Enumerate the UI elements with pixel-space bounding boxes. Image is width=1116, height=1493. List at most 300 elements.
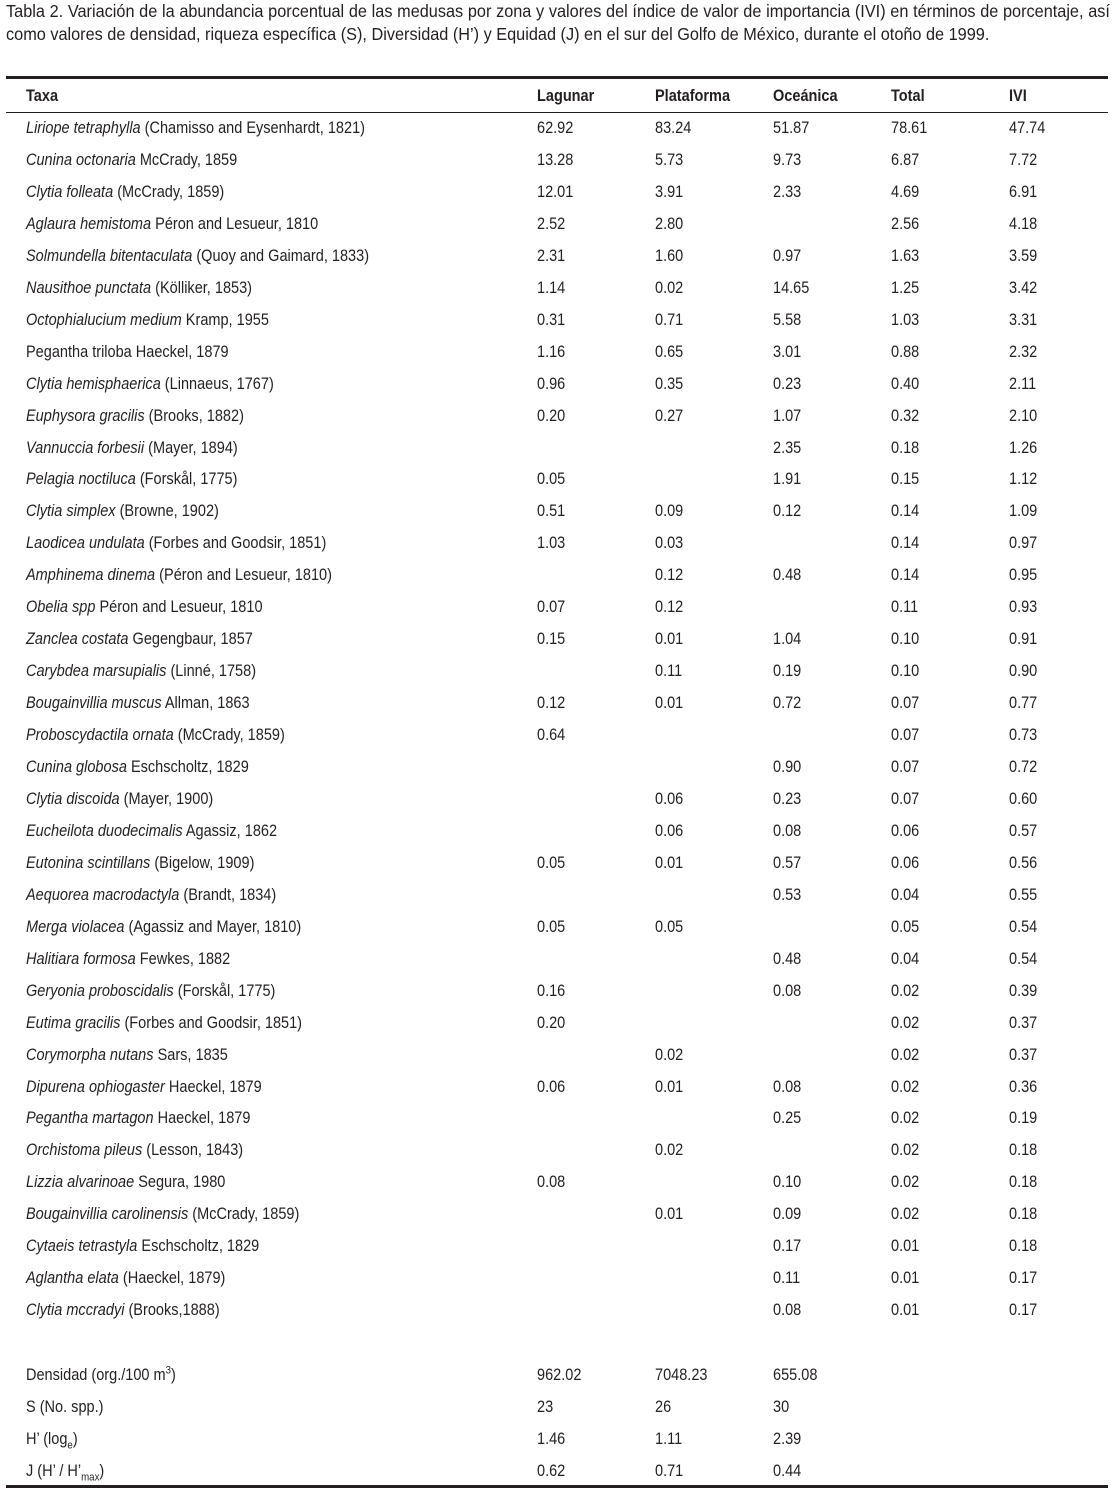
oceanica-value: 0.11: [773, 1269, 801, 1288]
oceanica-value: 0.09: [773, 1205, 802, 1224]
species-name: Cunina octonaria: [26, 150, 136, 169]
table-row: [0, 467, 1116, 491]
table-row: [0, 531, 1116, 555]
total-value: 0.02: [891, 1013, 920, 1032]
species-name: Aglantha elata: [26, 1269, 119, 1288]
plataforma-value: 0.27: [655, 406, 684, 425]
table-header-row: [0, 84, 1116, 108]
oceanica-value: 2.33: [773, 182, 802, 201]
total-value: 0.06: [891, 853, 920, 872]
oceanica-value: 14.65: [773, 278, 810, 297]
species-name: Laodicea undulata: [26, 534, 145, 553]
taxa-cell: [26, 436, 238, 460]
ivi-value: 0.39: [1009, 981, 1038, 1000]
species-name: Cunina globosa: [26, 758, 127, 776]
species-authority: (McCrady, 1859): [173, 726, 285, 745]
lagunar-value: 0.51: [537, 502, 566, 521]
table-top-rule: [6, 76, 1108, 79]
taxa-cell: [26, 723, 285, 747]
total-value: 0.07: [891, 694, 920, 713]
taxa-cell: [26, 691, 250, 715]
species-name: Bougainvillia carolinensis: [26, 1205, 189, 1224]
table-header-rule: [6, 112, 1108, 113]
species-authority: (Chamisso and Eysenhardt, 1821): [140, 119, 365, 137]
oceanica-value: 0.19: [773, 662, 802, 681]
total-value: 0.07: [891, 726, 920, 745]
species-authority: Péron and Lesueur, 1810: [151, 214, 319, 233]
taxa-cell: [26, 212, 318, 236]
summary-oceanica: 30: [773, 1398, 790, 1416]
total-value: 0.14: [891, 534, 920, 553]
species-authority: (Linné, 1758): [166, 662, 257, 681]
taxa-cell: [26, 1202, 299, 1226]
table-row: [0, 116, 1116, 140]
taxa-cell: [26, 627, 253, 651]
taxa-cell: [26, 148, 237, 172]
ivi-value: 0.17: [1009, 1269, 1038, 1288]
lagunar-value: 0.16: [537, 981, 566, 1000]
species-authority: (McCrady, 1859): [188, 1205, 300, 1224]
lagunar-value: 62.92: [537, 119, 574, 137]
species-authority: (Haeckel, 1879): [118, 1269, 226, 1288]
ivi-value: 0.55: [1009, 885, 1038, 904]
species-authority: (Quoy and Gaimard, 1833): [192, 246, 370, 265]
summary-lagunar: 962.02: [537, 1366, 582, 1384]
ivi-value: 0.57: [1009, 821, 1038, 840]
table-row: [0, 947, 1116, 971]
species-name: Clytia mccradyi: [26, 1301, 125, 1320]
table-row: [0, 1298, 1116, 1322]
species-authority: Haeckel, 1879: [164, 1077, 262, 1096]
oceanica-value: 0.72: [773, 694, 802, 713]
summary-label: S (No. spp.): [26, 1398, 104, 1416]
species-authority: Allman, 1863: [161, 694, 250, 713]
total-value: 0.40: [891, 374, 920, 393]
summary-plataforma: 0.71: [655, 1462, 684, 1480]
table-row: [0, 755, 1116, 779]
plataforma-value: 0.02: [655, 278, 684, 297]
header-lagunar: Lagunar: [537, 87, 595, 105]
table-row: [0, 372, 1116, 396]
ivi-value: 0.54: [1009, 949, 1038, 968]
oceanica-value: 0.08: [773, 1301, 802, 1320]
total-value: 0.06: [891, 821, 920, 840]
species-name: Clytia discoida: [26, 789, 120, 808]
oceanica-value: 0.23: [773, 789, 802, 808]
taxa-cell: [26, 755, 249, 779]
ivi-value: 6.91: [1009, 182, 1038, 201]
species-name: Nausithoe punctata: [26, 278, 152, 297]
ivi-value: 1.12: [1009, 470, 1038, 489]
table-row: [0, 244, 1116, 268]
taxa-cell: [26, 244, 369, 268]
ivi-value: 1.09: [1009, 502, 1038, 521]
plataforma-value: 0.06: [655, 821, 684, 840]
oceanica-value: 1.91: [773, 470, 802, 489]
species-authority: (Forbes and Goodsir, 1851): [144, 534, 327, 553]
table-caption: Tabla 2. Variación de la abundancia porcentual de las medusas por zona y valores del índice de valor de importancia (IVI) en términos de porcentaje, así como valores de densidad, riqueza específica (S), Diversidad (H’) y Equidad (J) en el sur del Golfo de México, durante el otoño de 1999.: [6, 1, 1110, 44]
species-authority: (Agassiz and Mayer, 1810): [124, 917, 302, 936]
species-name: Geryonia proboscidalis: [26, 981, 174, 1000]
species-authority: Fewkes, 1882: [135, 949, 231, 968]
ivi-value: 0.18: [1009, 1141, 1038, 1160]
oceanica-value: 0.08: [773, 981, 802, 1000]
taxa-cell: [26, 340, 229, 364]
ivi-value: 0.97: [1009, 534, 1038, 553]
taxa-cell: [26, 116, 365, 140]
table-row: [0, 1075, 1116, 1099]
oceanica-value: 0.25: [773, 1109, 802, 1128]
species-authority: Sars, 1835: [153, 1045, 228, 1064]
species-name: Clytia folleata: [26, 182, 114, 201]
ivi-value: 0.90: [1009, 662, 1038, 681]
table-row: [0, 1202, 1116, 1226]
plataforma-value: 0.01: [655, 630, 684, 649]
ivi-value: 0.77: [1009, 694, 1038, 713]
header-ivi: IVI: [1009, 87, 1027, 105]
species-authority: (Brandt, 1834): [179, 885, 277, 904]
lagunar-value: 0.15: [537, 630, 566, 649]
lagunar-value: 0.96: [537, 374, 566, 393]
lagunar-value: 0.64: [537, 726, 566, 745]
species-name: Eucheilota duodecimalis: [26, 821, 183, 840]
ivi-value: 3.59: [1009, 246, 1038, 265]
total-value: 2.56: [891, 214, 920, 233]
species-name: Corymorpha nutans: [26, 1045, 154, 1064]
taxa-cell: [26, 915, 301, 939]
species-name: Cytaeis tetrastyla: [26, 1237, 138, 1256]
plataforma-value: 5.73: [655, 150, 684, 169]
ivi-value: 0.72: [1009, 758, 1038, 776]
species-authority: (McCrady, 1859): [113, 182, 225, 201]
ivi-value: 0.19: [1009, 1109, 1038, 1128]
header-total: Total: [891, 87, 925, 105]
total-value: 0.01: [891, 1269, 920, 1288]
table-row: [0, 1106, 1116, 1130]
ivi-value: 0.18: [1009, 1173, 1038, 1192]
lagunar-value: 0.12: [537, 694, 566, 713]
table-row: [0, 595, 1116, 619]
lagunar-value: 13.28: [537, 150, 574, 169]
ivi-value: 4.18: [1009, 214, 1038, 233]
ivi-value: 1.26: [1009, 438, 1038, 457]
table-row: [0, 1043, 1116, 1067]
ivi-value: 0.91: [1009, 630, 1038, 649]
ivi-value: 0.54: [1009, 917, 1038, 936]
total-value: 0.04: [891, 885, 920, 904]
total-value: 0.07: [891, 758, 920, 776]
taxa-cell: [26, 947, 230, 971]
species-authority: Eschscholtz, 1829: [126, 758, 249, 776]
species-authority: (Browne, 1902): [115, 502, 219, 521]
oceanica-value: 9.73: [773, 150, 802, 169]
ivi-value: 0.37: [1009, 1013, 1038, 1032]
species-authority: Pegantha triloba Haeckel, 1879: [26, 342, 229, 361]
oceanica-value: 0.48: [773, 949, 802, 968]
total-value: 0.18: [891, 438, 920, 457]
plataforma-value: 1.60: [655, 246, 684, 265]
total-value: 0.14: [891, 502, 920, 521]
taxa-cell: [26, 595, 263, 619]
species-authority: (Mayer, 1900): [119, 789, 214, 808]
species-name: Merga violacea: [26, 917, 125, 936]
summary-lagunar: 0.62: [537, 1462, 566, 1480]
table-row: [0, 787, 1116, 811]
taxa-cell: [26, 404, 244, 428]
plataforma-value: 0.03: [655, 534, 684, 553]
total-value: 0.10: [891, 630, 920, 649]
species-name: Pegantha martagon: [26, 1109, 154, 1128]
species-authority: Kramp, 1955: [181, 310, 269, 329]
plataforma-value: 0.01: [655, 1077, 684, 1096]
species-name: Euphysora gracilis: [26, 406, 145, 425]
species-authority: Haeckel, 1879: [153, 1109, 251, 1128]
plataforma-value: 0.35: [655, 374, 684, 393]
table-row: [0, 436, 1116, 460]
species-authority: Gegengbaur, 1857: [128, 630, 253, 649]
plataforma-value: 0.12: [655, 566, 684, 585]
oceanica-value: 0.97: [773, 246, 802, 265]
lagunar-value: 2.31: [537, 246, 566, 265]
species-name: Octophialucium medium: [26, 310, 182, 329]
species-authority: (Forskål, 1775): [173, 981, 276, 1000]
lagunar-value: 0.08: [537, 1173, 566, 1192]
oceanica-value: 5.58: [773, 310, 802, 329]
taxa-cell: [26, 1075, 262, 1099]
species-name: Zanclea costata: [26, 630, 129, 649]
ivi-value: 0.18: [1009, 1237, 1038, 1256]
ivi-value: 2.11: [1009, 374, 1037, 393]
species-authority: McCrady, 1859: [135, 150, 238, 169]
oceanica-value: 0.12: [773, 502, 802, 521]
taxa-cell: [26, 851, 254, 875]
species-authority: Eschscholtz, 1829: [137, 1237, 260, 1256]
oceanica-value: 0.48: [773, 566, 802, 585]
taxa-cell: [26, 787, 213, 811]
plataforma-value: 0.01: [655, 1205, 684, 1224]
species-name: Aequorea macrodactyla: [26, 885, 180, 904]
table-row: [0, 979, 1116, 1003]
table-row: [0, 627, 1116, 651]
taxa-cell: [26, 308, 269, 332]
summary-oceanica: 0.44: [773, 1462, 802, 1480]
lagunar-value: 2.52: [537, 214, 566, 233]
summary-row-densidad: [0, 1363, 1116, 1387]
species-name: Bougainvillia muscus: [26, 694, 162, 713]
total-value: 0.02: [891, 1173, 920, 1192]
summary-oceanica: 655.08: [773, 1366, 818, 1384]
total-value: 0.14: [891, 566, 920, 585]
species-name: Clytia simplex: [26, 502, 116, 521]
total-value: 0.07: [891, 789, 920, 808]
species-authority: (Lesson, 1843): [142, 1141, 244, 1160]
species-name: Halitiara formosa: [26, 949, 136, 968]
taxa-cell: [26, 1234, 259, 1258]
oceanica-value: 1.07: [773, 406, 802, 425]
summary-lagunar: 23: [537, 1398, 554, 1416]
species-name: Solmundella bitentaculata: [26, 246, 193, 265]
header-taxa: Taxa: [26, 87, 59, 105]
ivi-value: 0.93: [1009, 598, 1038, 617]
total-value: 0.05: [891, 917, 920, 936]
species-name: Proboscydactila ornata: [26, 726, 174, 745]
ivi-value: 0.56: [1009, 853, 1038, 872]
total-value: 0.01: [891, 1301, 920, 1320]
total-value: 0.11: [891, 598, 919, 617]
taxa-cell: [26, 1106, 250, 1130]
total-value: 4.69: [891, 182, 920, 201]
taxa-cell: [26, 276, 252, 300]
oceanica-value: 0.10: [773, 1173, 802, 1192]
oceanica-value: 51.87: [773, 119, 810, 137]
taxa-cell: [26, 563, 332, 587]
table-row: [0, 1266, 1116, 1290]
ivi-value: 2.10: [1009, 406, 1038, 425]
summary-row-equidad: [0, 1459, 1116, 1483]
lagunar-value: 0.05: [537, 853, 566, 872]
table-row: [0, 1011, 1116, 1035]
species-name: Dipurena ophiogaster: [26, 1077, 165, 1096]
lagunar-value: 0.31: [537, 310, 566, 329]
species-authority: (Kölliker, 1853): [151, 278, 253, 297]
ivi-value: 3.31: [1009, 310, 1038, 329]
species-authority: (Bigelow, 1909): [150, 853, 255, 872]
taxa-cell: [26, 180, 224, 204]
plataforma-value: 0.02: [655, 1045, 684, 1064]
total-value: 0.02: [891, 1077, 920, 1096]
total-value: 0.32: [891, 406, 920, 425]
species-name: Amphinema dinema: [26, 566, 156, 585]
header-plataforma: Plataforma: [655, 87, 731, 105]
oceanica-value: 1.04: [773, 630, 802, 649]
plataforma-value: 0.09: [655, 502, 684, 521]
summary-row-diversidad: [0, 1427, 1116, 1451]
species-name: Clytia hemisphaerica: [26, 374, 161, 393]
total-value: 0.04: [891, 949, 920, 968]
lagunar-value: 1.14: [537, 278, 566, 297]
total-value: 0.02: [891, 1109, 920, 1128]
taxa-cell: [26, 372, 274, 396]
ivi-value: 0.17: [1009, 1301, 1038, 1320]
taxa-cell: [26, 1043, 228, 1067]
species-name: Lizzia alvarinoae: [26, 1173, 135, 1192]
species-name: Vannuccia forbesii: [26, 438, 145, 457]
species-authority: (Forbes and Goodsir, 1851): [120, 1013, 303, 1032]
table-row: [0, 340, 1116, 364]
oceanica-value: 3.01: [773, 342, 802, 361]
total-value: 1.63: [891, 246, 920, 265]
table-row: [0, 499, 1116, 523]
lagunar-value: 0.20: [537, 1013, 566, 1032]
taxa-cell: [26, 1011, 302, 1035]
plataforma-value: 0.01: [655, 694, 684, 713]
ivi-value: 0.37: [1009, 1045, 1038, 1064]
lagunar-value: 0.07: [537, 598, 566, 617]
table-row: [0, 1234, 1116, 1258]
taxa-cell: [26, 467, 237, 491]
oceanica-value: 0.17: [773, 1237, 802, 1256]
taxa-cell: [26, 1138, 243, 1162]
plataforma-value: 0.71: [655, 310, 684, 329]
ivi-value: 0.60: [1009, 789, 1038, 808]
ivi-value: 47.74: [1009, 119, 1046, 137]
plataforma-value: 0.06: [655, 789, 684, 808]
table-row: [0, 308, 1116, 332]
table-row: [0, 148, 1116, 172]
table-row: [0, 819, 1116, 843]
summary-oceanica: 2.39: [773, 1430, 802, 1448]
plataforma-value: 0.12: [655, 598, 684, 617]
summary-plataforma: 7048.23: [655, 1366, 708, 1384]
total-value: 0.02: [891, 1045, 920, 1064]
table-row: [0, 563, 1116, 587]
table-row: [0, 1138, 1116, 1162]
table-row: [0, 723, 1116, 747]
summary-label: H’ $(\log_e)$: [26, 1430, 78, 1452]
oceanica-value: 0.08: [773, 821, 802, 840]
plataforma-value: 0.05: [655, 917, 684, 936]
species-name: Eutonina scintillans: [26, 853, 151, 872]
plataforma-value: 83.24: [655, 119, 692, 137]
total-value: 78.61: [891, 119, 928, 137]
plataforma-value: 0.11: [655, 662, 683, 681]
taxa-cell: [26, 531, 326, 555]
lagunar-value: 0.20: [537, 406, 566, 425]
ivi-value: 0.18: [1009, 1205, 1038, 1224]
plataforma-value: 2.80: [655, 214, 684, 233]
plataforma-value: 0.65: [655, 342, 684, 361]
summary-label: J (H’ / $H’_{max}$): [26, 1462, 105, 1484]
species-authority: Péron and Lesueur, 1810: [95, 598, 263, 617]
total-value: 0.88: [891, 342, 920, 361]
summary-plataforma: 1.11: [655, 1430, 683, 1448]
taxa-cell: [26, 1266, 225, 1290]
total-value: 6.87: [891, 150, 920, 169]
taxa-cell: [26, 659, 256, 683]
table-row: [0, 915, 1116, 939]
plataforma-value: 0.01: [655, 853, 684, 872]
species-authority: (Forskål, 1775): [135, 470, 238, 489]
species-name: Pelagia noctiluca: [26, 470, 136, 489]
ivi-value: 2.32: [1009, 342, 1038, 361]
species-name: Orchistoma pileus: [26, 1141, 143, 1160]
species-authority: (Mayer, 1894): [144, 438, 238, 457]
table-row: [0, 691, 1116, 715]
table-row: [0, 276, 1116, 300]
table-row: [0, 180, 1116, 204]
total-value: 0.15: [891, 470, 920, 489]
taxa-cell: [26, 819, 277, 843]
oceanica-value: 2.35: [773, 438, 802, 457]
ivi-value: 0.73: [1009, 726, 1038, 745]
table-bottom-rule: [6, 1485, 1108, 1488]
species-name: Carybdea marsupialis: [26, 662, 167, 681]
total-value: 0.10: [891, 662, 920, 681]
oceanica-value: 0.57: [773, 853, 802, 872]
oceanica-value: 0.53: [773, 885, 802, 904]
lagunar-value: 12.01: [537, 182, 574, 201]
total-value: 0.02: [891, 1141, 920, 1160]
lagunar-value: 1.16: [537, 342, 566, 361]
lagunar-value: 0.05: [537, 917, 566, 936]
species-name: Liriope tetraphylla: [26, 119, 141, 137]
ivi-value: 0.36: [1009, 1077, 1038, 1096]
species-name: Obelia spp: [26, 598, 96, 617]
taxa-cell: [26, 499, 219, 523]
plataforma-value: 3.91: [655, 182, 684, 201]
summary-label: Densidad (org./100 $m^3$): [26, 1364, 176, 1384]
lagunar-value: 0.05: [537, 470, 566, 489]
